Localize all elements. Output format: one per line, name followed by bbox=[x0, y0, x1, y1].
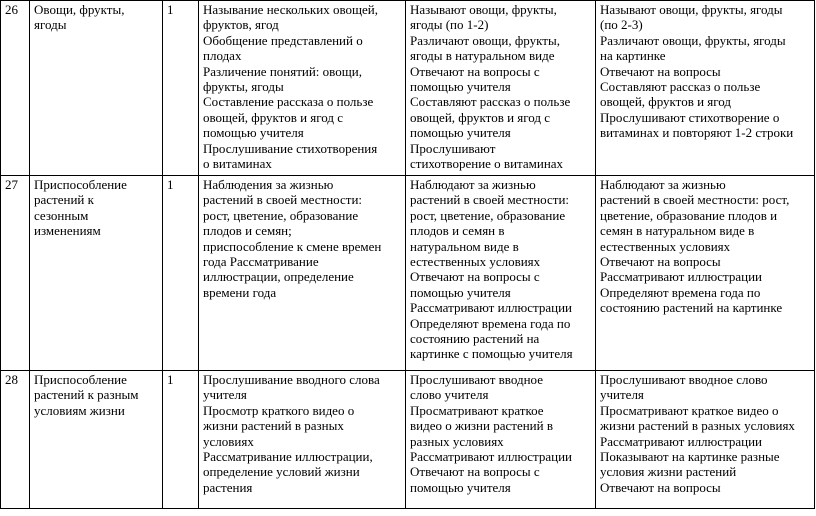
table-row bbox=[1, 176, 815, 371]
level2-activities-cell: Называют овощи, фрукты, ягоды (по 2-3) Различают овощи, фрукты, ягоды на картинке Отвечают на вопросы Составляют рассказ о пользе овощей, фруктов и ягод Прослушивают стихотворение о витаминах и повторяют 1-2 строки bbox=[596, 1, 815, 176]
topic-cell: Приспособление растений к сезонным изменениям bbox=[30, 176, 163, 371]
hours-cell: 1 bbox=[163, 371, 199, 509]
table-row bbox=[1, 1, 815, 176]
level2-activities-cell: Прослушивают вводное слово учителя Просматривают краткое видео о жизни растений в разных условиях Рассматривают иллюстрации Показывают на картинке разные условия жизни растений Отвечают на вопросы bbox=[596, 371, 815, 509]
hours-cell: 1 bbox=[163, 176, 199, 371]
level2-activities-cell: Наблюдают за жизнью растений в своей местности: рост, цветение, образование плодов и семян в натуральном виде в естественных условиях Отвечают на вопросы Рассматривают иллюстрации Определяют времена года по состоянию растений на картинке bbox=[596, 176, 815, 371]
content-cell: Прослушивание вводного слова учителя Просмотр краткого видео о жизни растений в разных условиях Рассматривание иллюстрации, определение условий жизни растения bbox=[199, 371, 406, 509]
topic-cell: Овощи, фрукты, ягоды bbox=[30, 1, 163, 176]
table-row bbox=[1, 371, 815, 509]
lesson-number-cell: 27 bbox=[1, 176, 30, 371]
hours-cell: 1 bbox=[163, 1, 199, 176]
content-cell: Наблюдения за жизнью растений в своей местности: рост, цветение, образование плодов и семян; приспособление к смене времен года Рассматривание иллюстрации, определение времени года bbox=[199, 176, 406, 371]
level1-activities-cell: Прослушивают вводное слово учителя Просматривают краткое видео о жизни растений в разных условиях Рассматривают иллюстрации Отвечают на вопросы с помощью учителя bbox=[406, 371, 596, 509]
content-cell: Называние нескольких овощей, фруктов, ягод Обобщение представлений о плодах Различение понятий: овощи, фрукты, ягоды Составление рассказа о пользе овощей, фруктов и ягод с помощью учителя Прослушивание стихотворения о витаминах bbox=[199, 1, 406, 176]
lesson-number-cell: 28 bbox=[1, 371, 30, 509]
lesson-number-cell: 26 bbox=[1, 1, 30, 176]
topic-cell: Приспособление растений к разным условиям жизни bbox=[30, 371, 163, 509]
level1-activities-cell: Называют овощи, фрукты, ягоды (по 1-2) Различают овощи, фрукты, ягоды в натуральном виде Отвечают на вопросы с помощью учителя Составляют рассказ о пользе овощей, фруктов и ягод с помощью учителя Прослушивают стихотворение о витаминах bbox=[406, 1, 596, 176]
level1-activities-cell: Наблюдают за жизнью растений в своей местности: рост, цветение, образование плодов и семян в натуральном виде в естественных условиях Отвечают на вопросы с помощью учителя Рассматривают иллюстрации Определяют времена года по состоянию растений на картинке с помощью учителя bbox=[406, 176, 596, 371]
